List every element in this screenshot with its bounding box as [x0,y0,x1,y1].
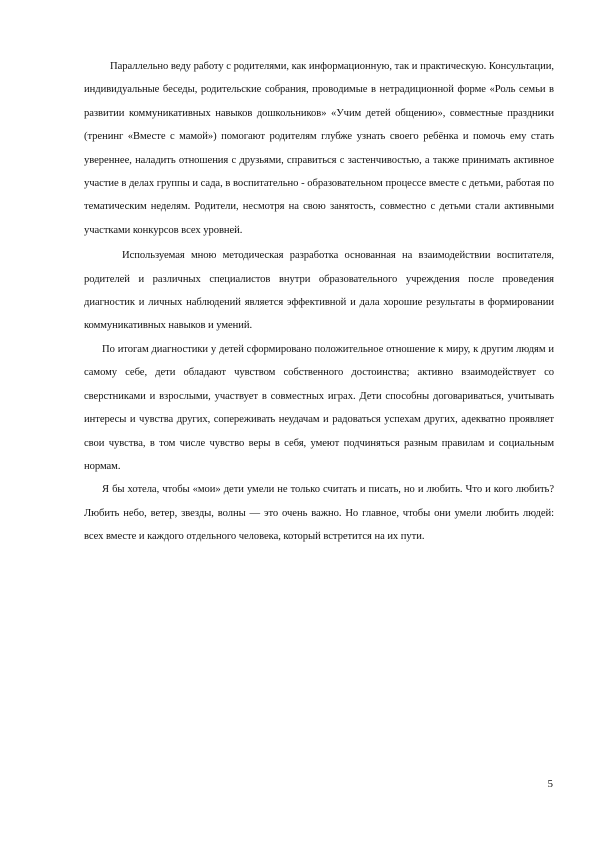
paragraph-conclusion: Я бы хотела, чтобы «мои» дети умели не только считать и писать, но и любить. Что и кого любить? Любить небо, ветер, звезды, волны — это очень важно. Но главное, чтобы они умели любить людей: всех вместе и каждого отдельного человека, который встретится на их пути. [84,484,554,543]
page-number: 5 [547,778,553,790]
page-body [84,55,554,549]
paragraph-parents-work: Параллельно веду работу с родителями, как информационную, так и практическую. Консультации, индивидуальные беседы, родительские собрания, проводимые в нетрадиционной форме «Роль семьи в развитии коммуникативных навыков дошкольников» «Учим детей общению», совместные праздники (тренинг «Вместе с мамой») помогают родителям глубже узнать своего ребёнка и помочь ему стать увереннее, наладить отношения с друзьями, справиться с застенчивостью, а также принимать активное участие в делах группы и сада, в воспитательно - образовательном процессе вместе с детьми, работая по тематическим неделям. Родители, несмотря на свою занятость, совместно с детьми стали активными участками конкурсов всех уровней. [84,61,554,236]
paragraph-diagnostics-results: По итогам диагностики у детей сформировано положительное отношение к миру, к другим людям и самому себе, дети обладают чувством собственного достоинства; активно взаимодействует со сверстниками и взрослыми, участвует в совместных играх. Дети способны договариваться, учитывать интересы и чувства других, сопереживать неудачам и радоваться успехам других, адекватно проявляет свои чувства, в том числе чувство веры в себя, умеют подчиняться разным правилам и социальным нормам. [84,343,554,472]
paragraph-methodology: Используемая мною методическая разработка основанная на взаимодействии воспитателя, родителей и различных специалистов внутри образовательного учреждения после проведения диагностик и личных наблюдений является эффективной и дала хорошие результаты в формировании коммуникативных навыков и умений. [84,250,554,332]
